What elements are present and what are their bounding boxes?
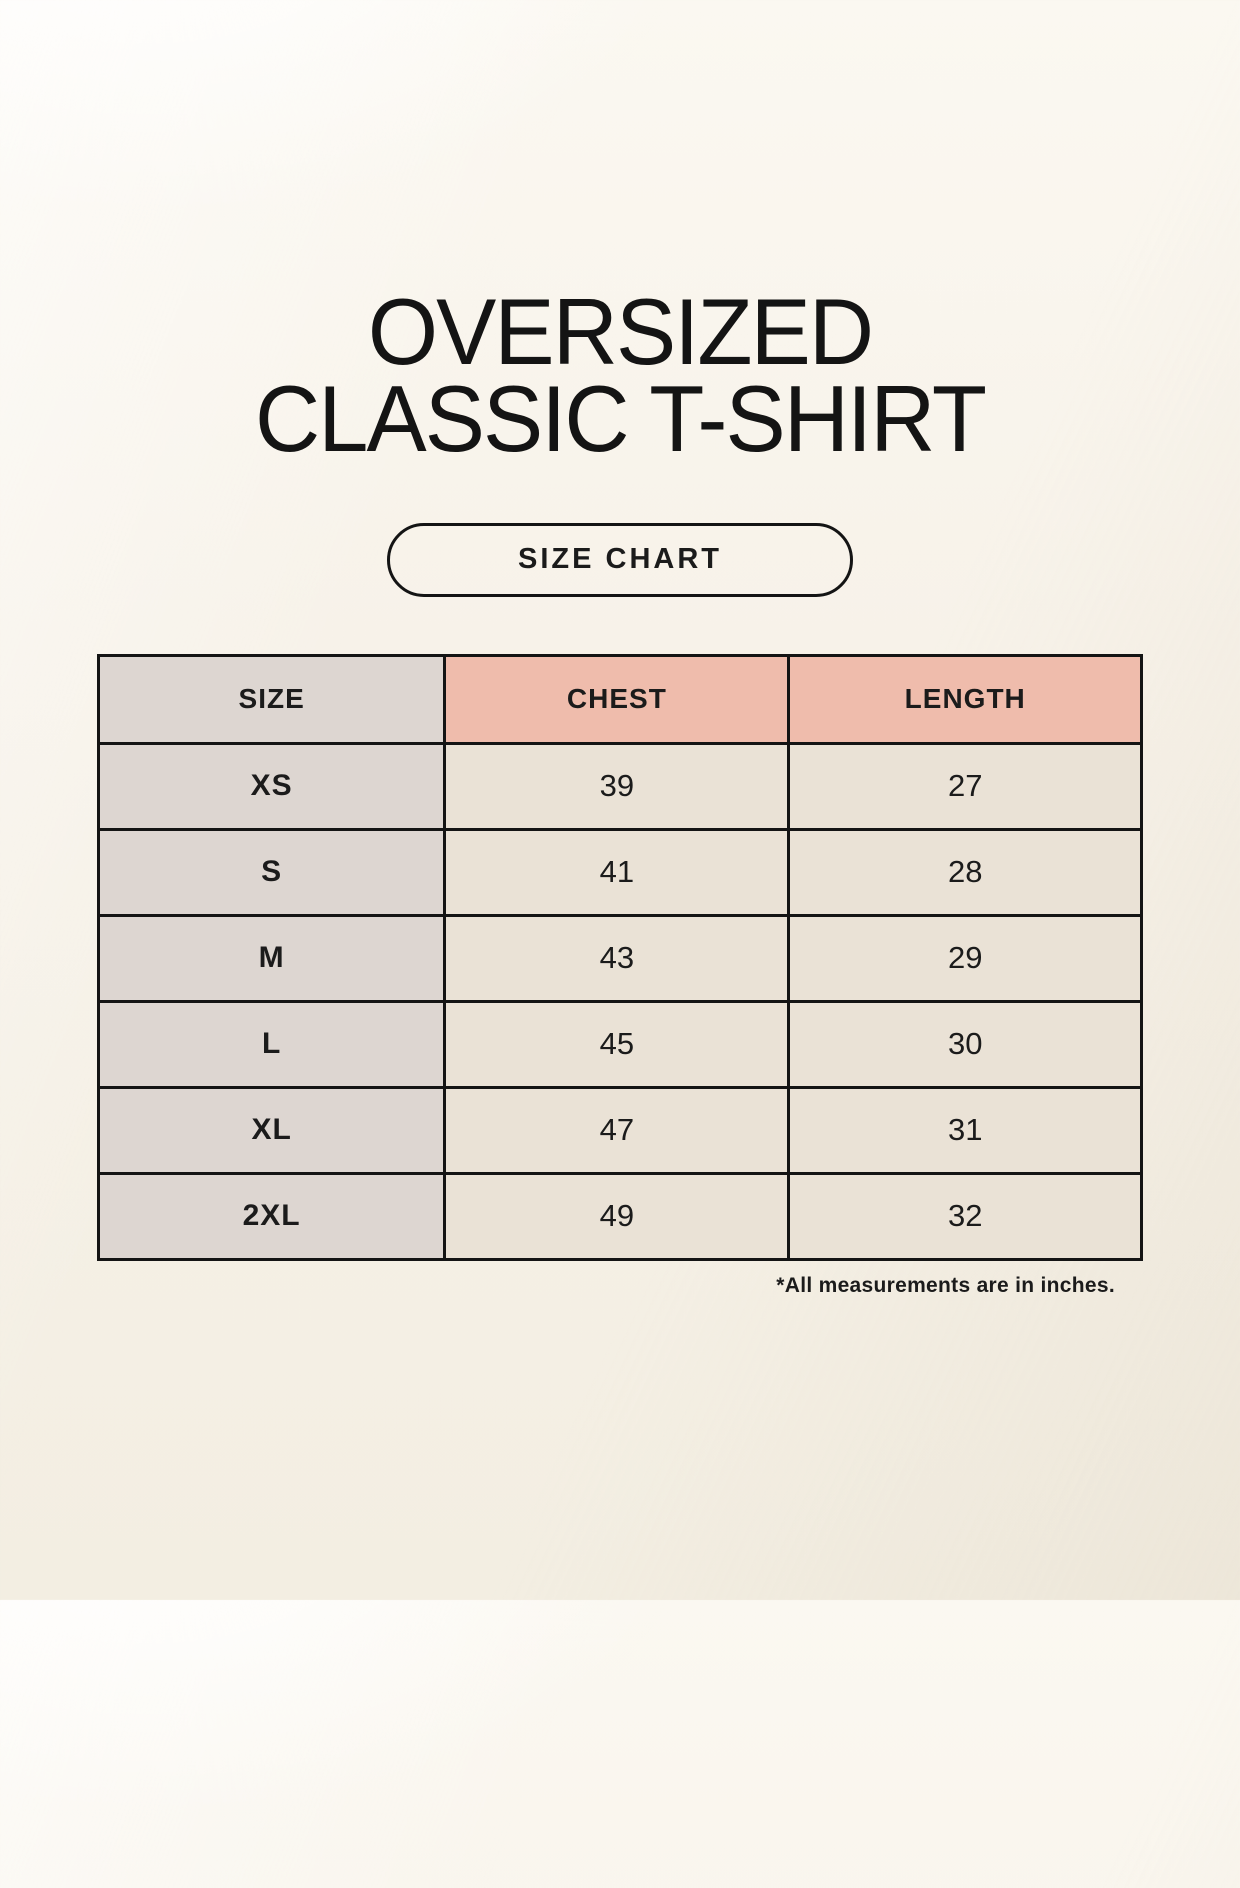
measurements-footnote: *All measurements are in inches. xyxy=(776,1273,1115,1297)
size-cell: 2XL xyxy=(99,1173,445,1259)
table-row-m xyxy=(99,915,1142,1001)
table-row-l xyxy=(99,1001,1142,1087)
column-header-size: SIZE xyxy=(99,655,445,743)
chest-cell: 45 xyxy=(445,1001,789,1087)
table-row-xs xyxy=(99,743,1142,829)
table-row-xl xyxy=(99,1087,1142,1173)
size-chart-table xyxy=(97,654,1143,1261)
table-row-2xl xyxy=(99,1173,1142,1259)
product-title-line-2: CLASSIC T-SHIRT xyxy=(254,366,986,472)
column-header-chest: CHEST xyxy=(445,655,789,743)
length-cell: 29 xyxy=(789,915,1142,1001)
product-title-line-1: OVERSIZED xyxy=(367,279,873,384)
column-header-length: LENGTH xyxy=(789,655,1142,743)
size-cell: M xyxy=(99,915,445,1001)
table-row-s xyxy=(99,829,1142,915)
chest-cell: 47 xyxy=(445,1087,789,1173)
size-chart-badge-label: SIZE CHART xyxy=(518,543,722,576)
size-cell: S xyxy=(99,829,445,915)
size-chart-badge xyxy=(387,523,853,597)
length-cell: 27 xyxy=(789,743,1142,829)
product-title xyxy=(25,279,1215,472)
size-cell: L xyxy=(99,1001,445,1087)
chest-cell: 39 xyxy=(445,743,789,829)
chest-cell: 49 xyxy=(445,1173,789,1259)
length-cell: 31 xyxy=(789,1087,1142,1173)
table-header-row xyxy=(99,655,1142,743)
chest-cell: 41 xyxy=(445,829,789,915)
size-cell: XS xyxy=(99,743,445,829)
chest-cell: 43 xyxy=(445,915,789,1001)
length-cell: 32 xyxy=(789,1173,1142,1259)
length-cell: 30 xyxy=(789,1001,1142,1087)
size-cell: XL xyxy=(99,1087,445,1173)
length-cell: 28 xyxy=(789,829,1142,915)
